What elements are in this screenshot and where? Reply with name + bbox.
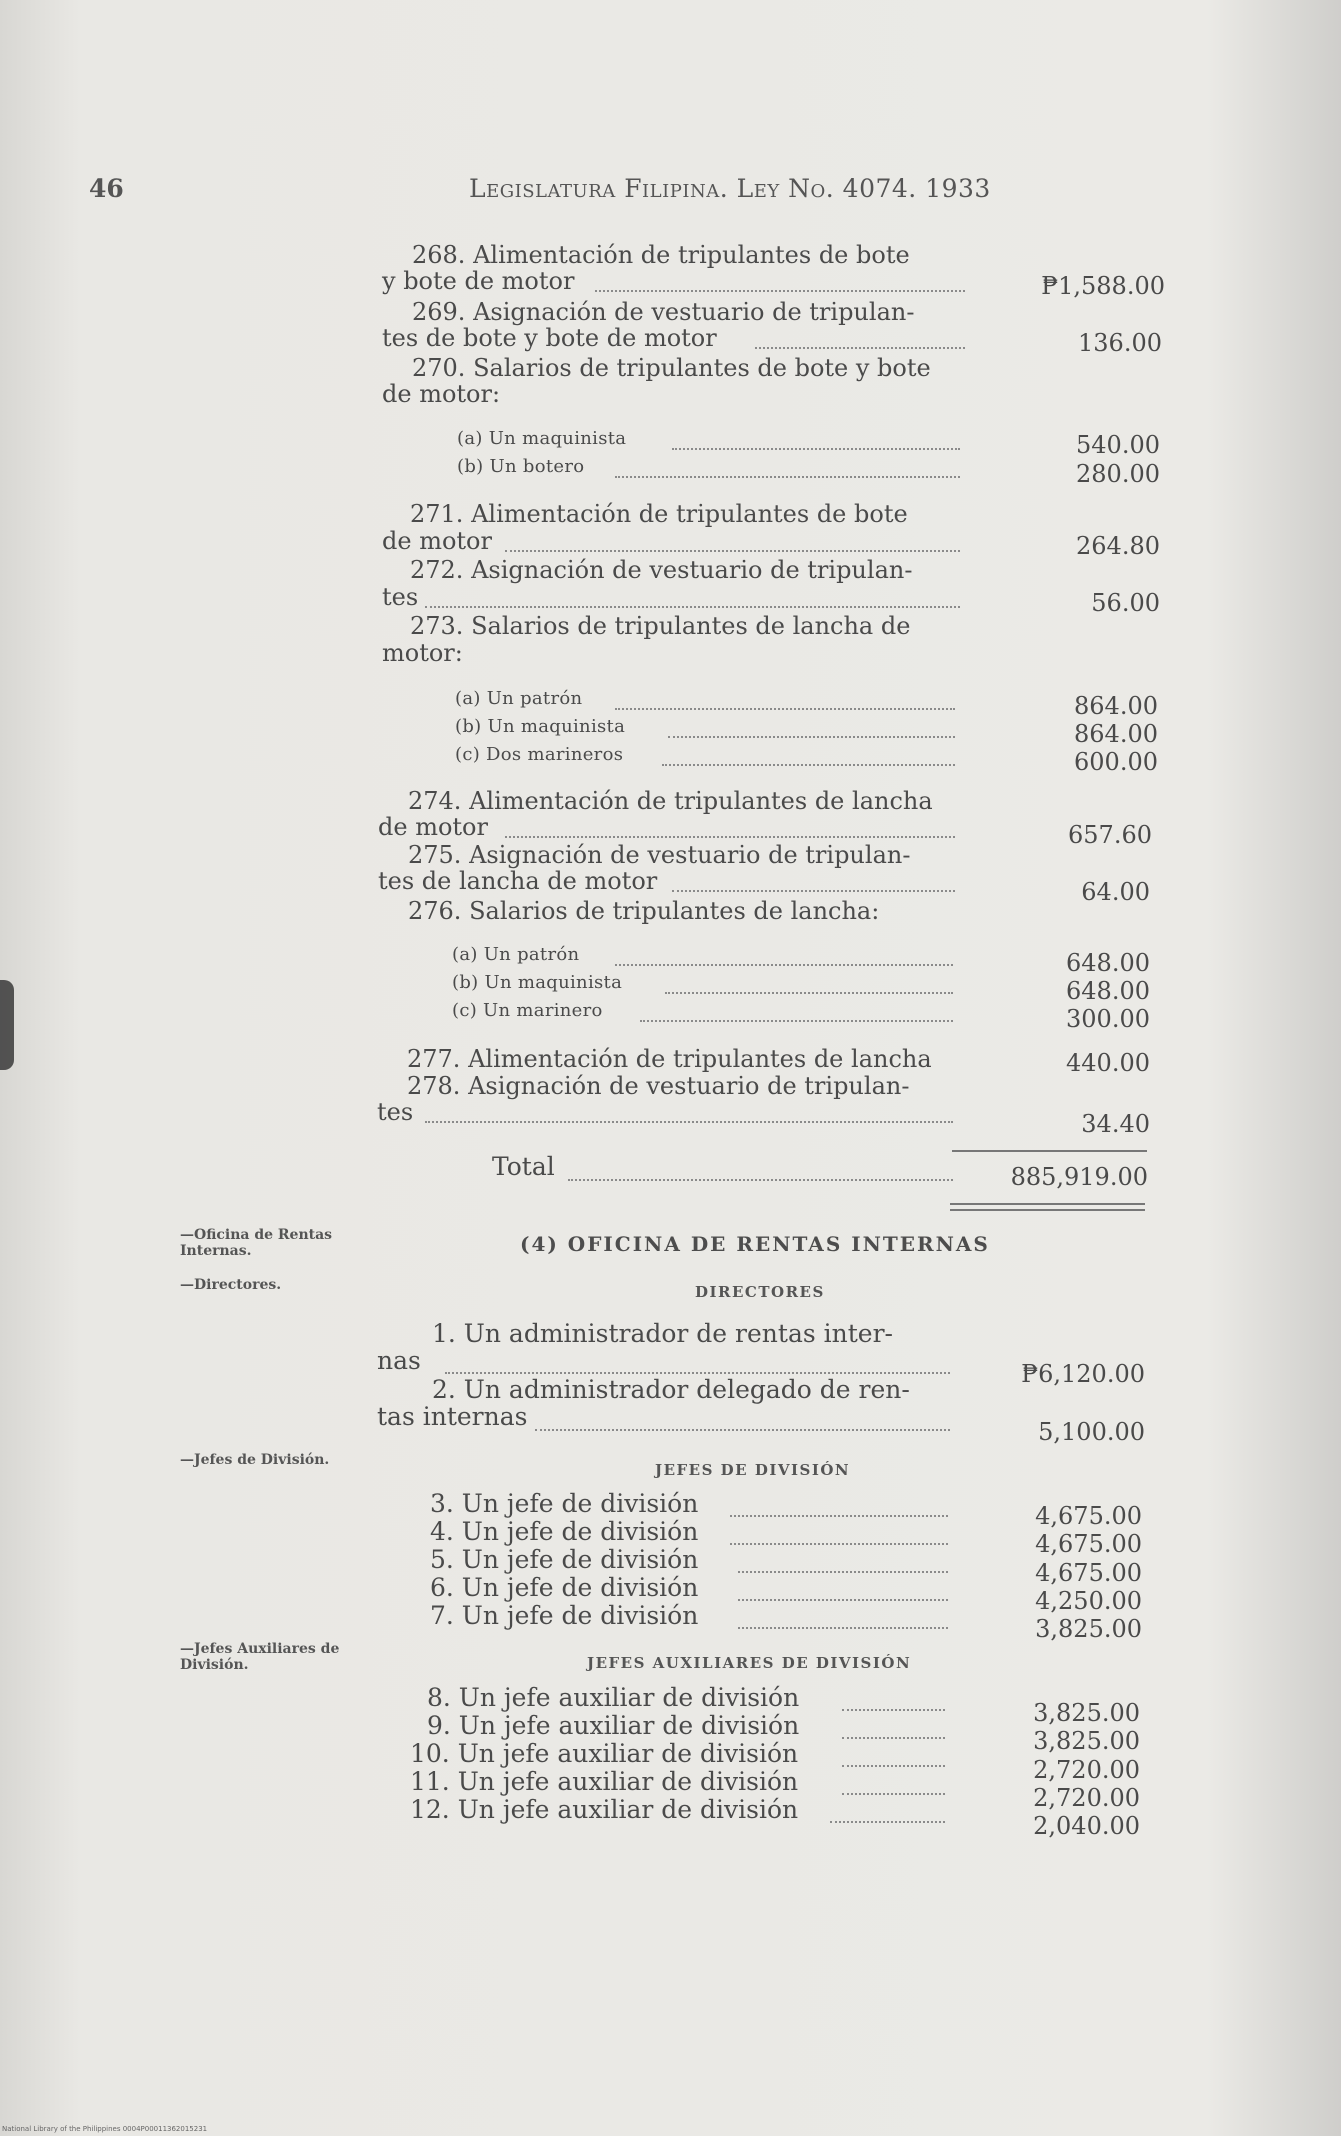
assistant-11-amount: 2,720.00 bbox=[1033, 1784, 1140, 1812]
chief-5: 5. Un jefe de división bbox=[430, 1545, 699, 1574]
item-268-line1: 268. Alimentación de tripulantes de bote bbox=[412, 241, 910, 269]
item-268-amount: ₱1,588.00 bbox=[1041, 272, 1165, 300]
item-273-line1: 273. Salarios de tripulantes de lancha de bbox=[410, 612, 911, 640]
item-269-amount: 136.00 bbox=[1078, 329, 1162, 357]
double-rule-bottom bbox=[950, 1209, 1145, 1211]
leader-dots bbox=[665, 990, 953, 994]
director-2-line2: tas internas bbox=[377, 1402, 528, 1431]
item-270-line2: de motor: bbox=[382, 380, 501, 408]
leader-dots bbox=[668, 734, 955, 738]
leader-dots bbox=[505, 548, 960, 552]
leader-dots bbox=[738, 1597, 948, 1601]
leader-dots bbox=[615, 474, 960, 478]
directors-heading: DIRECTORES bbox=[695, 1283, 825, 1301]
item-271-line2: de motor bbox=[382, 527, 492, 555]
chief-3: 3. Un jefe de división bbox=[430, 1489, 699, 1518]
item-273-c: (c) Dos marineros bbox=[455, 744, 624, 765]
item-268-line2: y bote de motor bbox=[382, 267, 575, 295]
division-chiefs-heading: JEFES DE DIVISIÓN bbox=[655, 1461, 851, 1479]
leader-dots bbox=[672, 446, 960, 450]
assistant-chiefs-heading: JEFES AUXILIARES DE DIVISIÓN bbox=[587, 1654, 912, 1672]
leader-dots bbox=[842, 1763, 945, 1767]
item-278-line1: 278. Asignación de vestuario de tripulan- bbox=[407, 1072, 910, 1100]
item-273-a-amount: 864.00 bbox=[1074, 692, 1158, 720]
leader-dots bbox=[730, 1513, 948, 1517]
item-270-b: (b) Un botero bbox=[457, 456, 585, 477]
leader-dots bbox=[425, 604, 960, 608]
chief-7: 7. Un jefe de división bbox=[430, 1601, 699, 1630]
chief-4: 4. Un jefe de división bbox=[430, 1517, 699, 1546]
item-271-line1: 271. Alimentación de tripulantes de bote bbox=[410, 500, 908, 528]
leader-dots bbox=[615, 962, 953, 966]
leader-dots bbox=[842, 1735, 945, 1739]
leader-dots bbox=[842, 1791, 945, 1795]
leader-dots bbox=[425, 1119, 953, 1123]
scan-footer: National Library of the Philippines 0004P00011362015231 bbox=[2, 2125, 208, 2133]
chief-5-amount: 4,675.00 bbox=[1035, 1559, 1142, 1587]
chief-6: 6. Un jefe de división bbox=[430, 1573, 699, 1602]
item-276-c-amount: 300.00 bbox=[1066, 1005, 1150, 1033]
leader-dots bbox=[830, 1819, 945, 1823]
item-273-line2: motor: bbox=[382, 639, 463, 667]
leader-dots bbox=[755, 345, 965, 349]
total-label: Total bbox=[492, 1152, 555, 1181]
item-276-a: (a) Un patrón bbox=[452, 944, 580, 965]
item-274-line2: de motor bbox=[378, 813, 488, 841]
leader-dots bbox=[595, 288, 965, 292]
leader-dots bbox=[738, 1625, 948, 1629]
item-271-amount: 264.80 bbox=[1076, 532, 1160, 560]
margin-note-office: —Oficina de Rentas Internas. bbox=[180, 1227, 333, 1259]
leader-dots bbox=[662, 762, 955, 766]
item-277-amount: 440.00 bbox=[1066, 1049, 1150, 1077]
director-1-line2: nas bbox=[377, 1346, 421, 1375]
leader-dots bbox=[505, 834, 955, 838]
item-276-b: (b) Un maquinista bbox=[452, 972, 623, 993]
item-275-line1: 275. Asignación de vestuario de tripulan- bbox=[408, 841, 911, 869]
binding-shadow bbox=[0, 980, 14, 1070]
item-270-b-amount: 280.00 bbox=[1076, 460, 1160, 488]
item-274-line1: 274. Alimentación de tripulantes de lancha bbox=[408, 787, 933, 815]
item-269-line1: 269. Asignación de vestuario de tripulan- bbox=[412, 298, 915, 326]
double-rule-top bbox=[950, 1203, 1145, 1205]
item-269-line2: tes de bote y bote de motor bbox=[382, 324, 717, 352]
leader-dots bbox=[568, 1177, 953, 1181]
chief-6-amount: 4,250.00 bbox=[1035, 1587, 1142, 1615]
margin-note-assistant-chiefs: —Jefes Auxiliares de División. bbox=[180, 1641, 340, 1673]
assistant-11: 11. Un jefe auxiliar de división bbox=[410, 1767, 799, 1796]
leader-dots bbox=[615, 706, 955, 710]
section-title: (4) OFICINA DE RENTAS INTERNAS bbox=[520, 1232, 990, 1256]
assistant-10-amount: 2,720.00 bbox=[1033, 1756, 1140, 1784]
chief-3-amount: 4,675.00 bbox=[1035, 1502, 1142, 1530]
leader-dots bbox=[445, 1370, 950, 1374]
item-273-a: (a) Un patrón bbox=[455, 688, 583, 709]
leader-dots bbox=[535, 1427, 950, 1431]
leader-dots bbox=[730, 1541, 948, 1545]
item-272-line2: tes bbox=[382, 583, 419, 611]
assistant-8: 8. Un jefe auxiliar de división bbox=[427, 1683, 800, 1712]
item-275-amount: 64.00 bbox=[1081, 878, 1150, 906]
leader-dots bbox=[672, 888, 955, 892]
assistant-12-amount: 2,040.00 bbox=[1033, 1812, 1140, 1840]
assistant-12: 12. Un jefe auxiliar de división bbox=[410, 1795, 799, 1824]
item-272-line1: 272. Asignación de vestuario de tripulan- bbox=[410, 556, 913, 584]
item-270-a-amount: 540.00 bbox=[1076, 431, 1160, 459]
chief-4-amount: 4,675.00 bbox=[1035, 1530, 1142, 1558]
item-277: 277. Alimentación de tripulantes de lancha bbox=[407, 1045, 932, 1073]
item-276-c: (c) Un marinero bbox=[452, 1000, 603, 1021]
item-273-c-amount: 600.00 bbox=[1074, 748, 1158, 776]
leader-dots bbox=[738, 1569, 948, 1573]
assistant-8-amount: 3,825.00 bbox=[1033, 1699, 1140, 1727]
item-278-amount: 34.40 bbox=[1081, 1110, 1150, 1138]
item-276-a-amount: 648.00 bbox=[1066, 949, 1150, 977]
item-270-a: (a) Un maquinista bbox=[457, 428, 627, 449]
leader-dots bbox=[640, 1018, 953, 1022]
director-1-line1: 1. Un administrador de rentas inter- bbox=[432, 1319, 893, 1348]
item-276-line1: 276. Salarios de tripulantes de lancha: bbox=[408, 897, 880, 925]
item-273-b: (b) Un maquinista bbox=[455, 716, 626, 737]
item-270-line1: 270. Salarios de tripulantes de bote y bote bbox=[412, 354, 931, 382]
director-1-amount: ₱6,120.00 bbox=[1021, 1360, 1145, 1388]
director-2-line1: 2. Un administrador delegado de ren- bbox=[432, 1375, 910, 1404]
item-278-line2: tes bbox=[377, 1098, 414, 1126]
chief-7-amount: 3,825.00 bbox=[1035, 1615, 1142, 1643]
assistant-10: 10. Un jefe auxiliar de división bbox=[410, 1739, 799, 1768]
page-number: 46 bbox=[89, 174, 124, 203]
item-274-amount: 657.60 bbox=[1068, 821, 1152, 849]
total-amount: 885,919.00 bbox=[1010, 1163, 1148, 1191]
item-275-line2: tes de lancha de motor bbox=[378, 867, 658, 895]
item-273-b-amount: 864.00 bbox=[1074, 720, 1158, 748]
margin-note-directors: —Directores. bbox=[180, 1277, 282, 1293]
leader-dots bbox=[842, 1707, 945, 1711]
director-2-amount: 5,100.00 bbox=[1038, 1418, 1145, 1446]
running-head: Legislatura Filipina. Ley No. 4074. 1933 bbox=[469, 174, 991, 203]
margin-note-division-chiefs: —Jefes de División. bbox=[180, 1452, 330, 1468]
sum-rule bbox=[952, 1150, 1147, 1152]
assistant-9-amount: 3,825.00 bbox=[1033, 1727, 1140, 1755]
assistant-9: 9. Un jefe auxiliar de división bbox=[427, 1711, 800, 1740]
item-272-amount: 56.00 bbox=[1091, 589, 1160, 617]
item-276-b-amount: 648.00 bbox=[1066, 977, 1150, 1005]
page-header bbox=[0, 174, 1341, 214]
